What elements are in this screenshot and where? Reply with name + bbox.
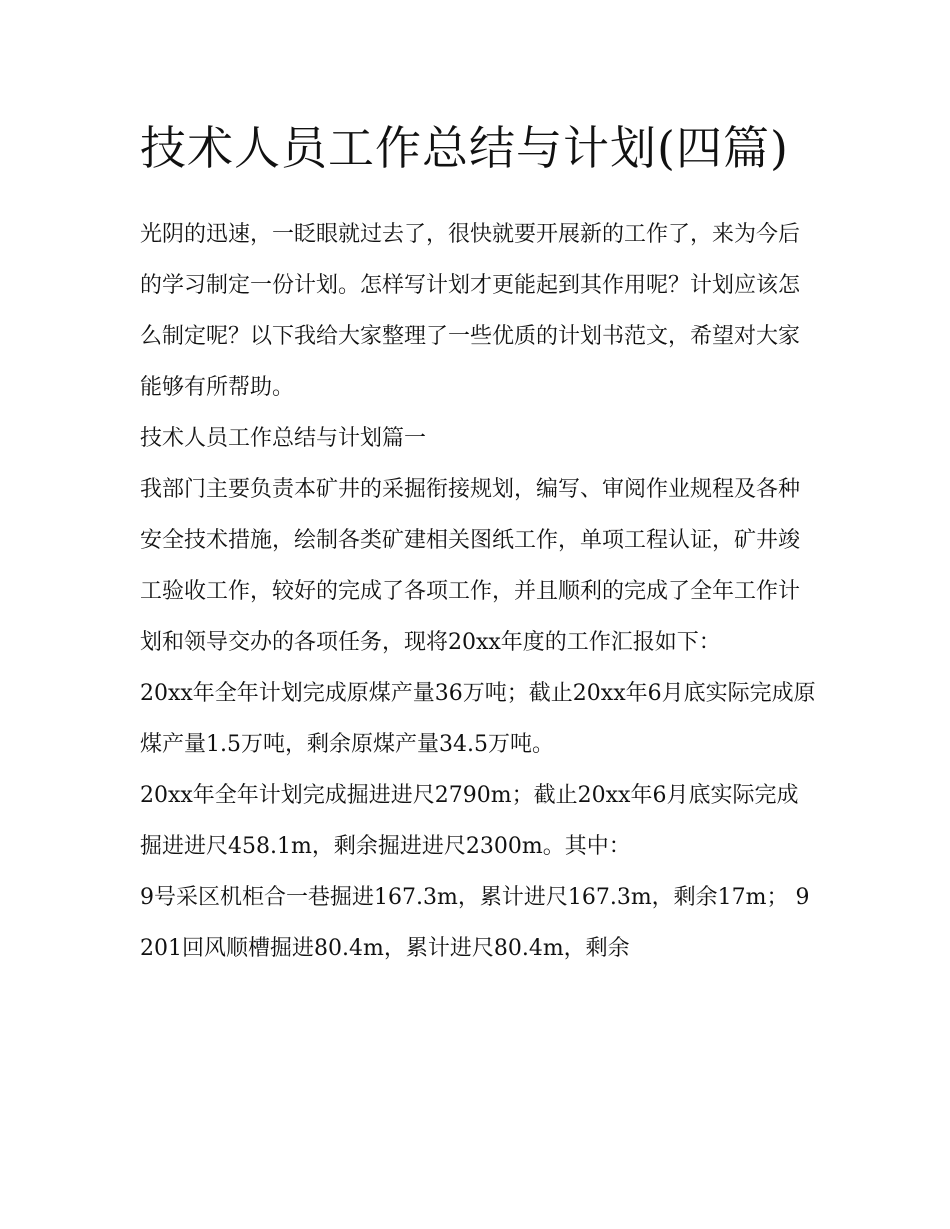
- document-body: [140, 110, 820, 974]
- body-paragraph: 9号采区机柜合一巷掘进167.3m，累计进尺167.3m，剩余17m； 9201回风顺槽掘进80.4m，累计进尺80.4m，剩余: [140, 885, 810, 961]
- body-paragraph: 我部门主要负责本矿井的采掘衔接规划，编写、审阅作业规程及各种安全技术措施，绘制各类矿建相关图纸工作，单项工程认证，矿井竣工验收工作，较好的完成了各项工作，并且顺利的完成了全年工作计划和领导交办的各项任务，现将20xx年度的工作汇报如下：: [140, 477, 801, 655]
- body-paragraph: 20xx年全年计划完成掘进进尺2790m；截止20xx年6月底实际完成掘进进尺458.1m，剩余掘进进尺2300m。其中：: [140, 783, 799, 859]
- section-heading: 技术人员工作总结与计划篇一: [140, 426, 427, 451]
- intro-paragraph: 光阴的迅速，一眨眼就过去了，很快就要开展新的工作了，来为今后的学习制定一份计划。怎样写计划才更能起到其作用呢？计划应该怎么制定呢？以下我给大家整理了一些优质的计划书范文，希望对大家能够有所帮助。: [140, 222, 801, 400]
- document-title: 技术人员工作总结与计划(四篇): [140, 121, 789, 175]
- body-paragraph: 20xx年全年计划完成原煤产量36万吨；截止20xx年6月底实际完成原煤产量1.5万吨，剩余原煤产量34.5万吨。: [140, 681, 816, 757]
